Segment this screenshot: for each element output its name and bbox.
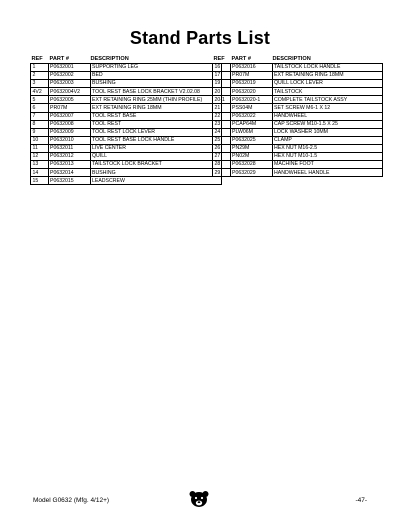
table-row — [31, 144, 222, 152]
parts-table-right — [212, 53, 383, 177]
ref-cell: 13 — [31, 161, 49, 169]
description-cell: EXT RETAINING RING 25MM (THIN PROFILE) — [90, 96, 221, 104]
table-row — [213, 80, 383, 88]
table-row — [213, 64, 383, 72]
part-number-cell: P0632008 — [48, 120, 90, 128]
description-cell: TOOL REST — [90, 120, 221, 128]
ref-cell: 1 — [31, 64, 49, 72]
table-row — [31, 96, 222, 104]
part-number-cell: PN02M — [230, 153, 272, 161]
part-number-cell: P0632012 — [48, 153, 90, 161]
ref-cell: 27 — [213, 153, 231, 161]
description-cell: CLAMP — [272, 136, 382, 144]
table-row — [31, 112, 222, 120]
description-cell: HANDWHEEL — [272, 112, 382, 120]
table-row — [213, 120, 383, 128]
part-header: PART # — [49, 56, 69, 62]
part-number-cell: P0632028 — [230, 161, 272, 169]
ref-header: REF — [213, 56, 225, 62]
ref-cell: 12 — [31, 153, 49, 161]
part-number-cell: P0632009 — [48, 128, 90, 136]
ref-cell: 25 — [213, 136, 231, 144]
part-number-cell: P0632022 — [230, 112, 272, 120]
ref-cell: 2 — [31, 72, 49, 80]
table-row — [31, 153, 222, 161]
table-row — [31, 72, 222, 80]
table-row — [31, 64, 222, 72]
part-number-cell: PN29M — [230, 144, 272, 152]
description-cell: TAILSTOCK LOCK HANDLE — [272, 64, 382, 72]
parts-table-body — [213, 64, 383, 177]
ref-cell: 16 — [213, 64, 231, 72]
table-row — [213, 136, 383, 144]
description-cell: QUILL — [90, 153, 221, 161]
description-cell: LIVE CENTER — [90, 144, 221, 152]
parts-table-body — [31, 64, 222, 185]
part-number-cell: P0632004V2 — [48, 88, 90, 96]
description-cell: SET SCREW M6-1 X 12 — [272, 104, 382, 112]
table-row — [213, 144, 383, 152]
description-cell: LOCK WASHER 10MM — [272, 128, 382, 136]
part-number-cell: PSS04M — [230, 104, 272, 112]
part-number-cell: P0632016 — [230, 64, 272, 72]
ref-cell: 3 — [31, 80, 49, 88]
parts-table-left — [30, 53, 222, 185]
model-label: Model G0632 (Mfg. 4/12+) — [33, 497, 110, 504]
part-number-cell: P0632013 — [48, 161, 90, 169]
ref-cell: 26 — [213, 144, 231, 152]
table-row — [213, 161, 383, 169]
part-header: PART # — [231, 56, 251, 62]
part-number-cell: P0632019 — [230, 80, 272, 88]
ref-cell: 14 — [31, 169, 49, 177]
part-number-cell: PLW06M — [230, 128, 272, 136]
table-row — [31, 161, 222, 169]
table-row — [31, 88, 222, 96]
table-row — [213, 72, 383, 80]
description-cell: HANDWHEEL HANDLE — [272, 169, 382, 177]
ref-cell: 22 — [213, 112, 231, 120]
description-cell: LEADSCREW — [90, 177, 221, 185]
description-cell: CAP SCREW M10-1.5 X 25 — [272, 120, 382, 128]
ref-cell: 17 — [213, 72, 231, 80]
table-row — [31, 177, 222, 185]
part-number-cell: P0632011 — [48, 144, 90, 152]
table-row — [213, 128, 383, 136]
ref-cell: 10 — [31, 136, 49, 144]
table-row — [213, 169, 383, 177]
part-number-cell: P0632029 — [230, 169, 272, 177]
ref-cell: 11 — [31, 144, 49, 152]
ref-cell: 20 — [213, 88, 231, 96]
description-cell: EXT RETAINING RING 18MM — [272, 72, 382, 80]
part-number-cell: P0632005 — [48, 96, 90, 104]
part-number-cell: P0632020-1 — [230, 96, 272, 104]
table-row — [213, 88, 383, 96]
description-cell: HEX NUT M10-1.5 — [272, 153, 382, 161]
table-row — [213, 112, 383, 120]
part-number-cell: P0632001 — [48, 64, 90, 72]
part-number-cell: P0632010 — [48, 136, 90, 144]
table-row — [31, 104, 222, 112]
part-number-cell: P0632003 — [48, 80, 90, 88]
table-row — [31, 80, 222, 88]
description-cell: QUILL LOCK LEVER — [272, 80, 382, 88]
ref-cell: 6 — [31, 104, 49, 112]
page-number: -47- — [355, 497, 367, 504]
part-number-cell: PCAP64M — [230, 120, 272, 128]
part-number-cell: P0632015 — [48, 177, 90, 185]
ref-cell: 9 — [31, 128, 49, 136]
table-row — [31, 128, 222, 136]
part-number-cell: P0632007 — [48, 112, 90, 120]
part-number-cell: P0632025 — [230, 136, 272, 144]
ref-cell: 21 — [213, 104, 231, 112]
ref-cell: 28 — [213, 161, 231, 169]
table-row — [31, 169, 222, 177]
table-header — [30, 53, 222, 62]
part-number-cell: P0632014 — [48, 169, 90, 177]
ref-cell: 15 — [31, 177, 49, 185]
description-cell: TOOL REST BASE — [90, 112, 221, 120]
description-cell: BUSHING — [90, 80, 221, 88]
description-header: DESCRIPTION — [90, 56, 129, 62]
part-number-cell: PR07M — [230, 72, 272, 80]
ref-cell: 7 — [31, 112, 49, 120]
description-cell: TOOL REST BASE LOCK HANDLE — [90, 136, 221, 144]
description-cell: TOOL REST LOCK LEVER — [90, 128, 221, 136]
description-header: DESCRIPTION — [272, 56, 311, 62]
description-cell: MACHINE FOOT — [272, 161, 382, 169]
part-number-cell: P0632002 — [48, 72, 90, 80]
table-row — [31, 120, 222, 128]
table-header — [212, 53, 383, 62]
ref-cell: 8 — [31, 120, 49, 128]
description-cell: HEX NUT M16-2.5 — [272, 144, 382, 152]
page-title: Stand Parts List — [129, 28, 271, 48]
description-cell: EXT RETAINING RING 18MM — [90, 104, 221, 112]
ref-cell: 23 — [213, 120, 231, 128]
ref-cell: 24 — [213, 128, 231, 136]
ref-cell: 19 — [213, 80, 231, 88]
table-row — [213, 104, 383, 112]
ref-cell: 5 — [31, 96, 49, 104]
table-row — [213, 153, 383, 161]
ref-cell: 20-1 — [213, 96, 231, 104]
description-cell: BED — [90, 72, 221, 80]
description-cell: BUSHING — [90, 169, 221, 177]
ref-header: REF — [31, 56, 43, 62]
description-cell: TOOL REST BASE LOCK BRACKET V2.02.08 — [90, 88, 221, 96]
ref-cell: 4V2 — [31, 88, 49, 96]
table-row — [31, 136, 222, 144]
ref-cell: 29 — [213, 169, 231, 177]
description-cell: SUPPORTING LEG — [90, 64, 221, 72]
table-row — [213, 96, 383, 104]
description-cell: COMPLETE TAILSTOCK ASSY — [272, 96, 382, 104]
grizzly-bear-icon — [188, 490, 210, 508]
part-number-cell: PR07M — [48, 104, 90, 112]
part-number-cell: P0632020 — [230, 88, 272, 96]
description-cell: TAILSTOCK — [272, 88, 382, 96]
description-cell: TAILSTOCK LOCK BRACKET — [90, 161, 221, 169]
